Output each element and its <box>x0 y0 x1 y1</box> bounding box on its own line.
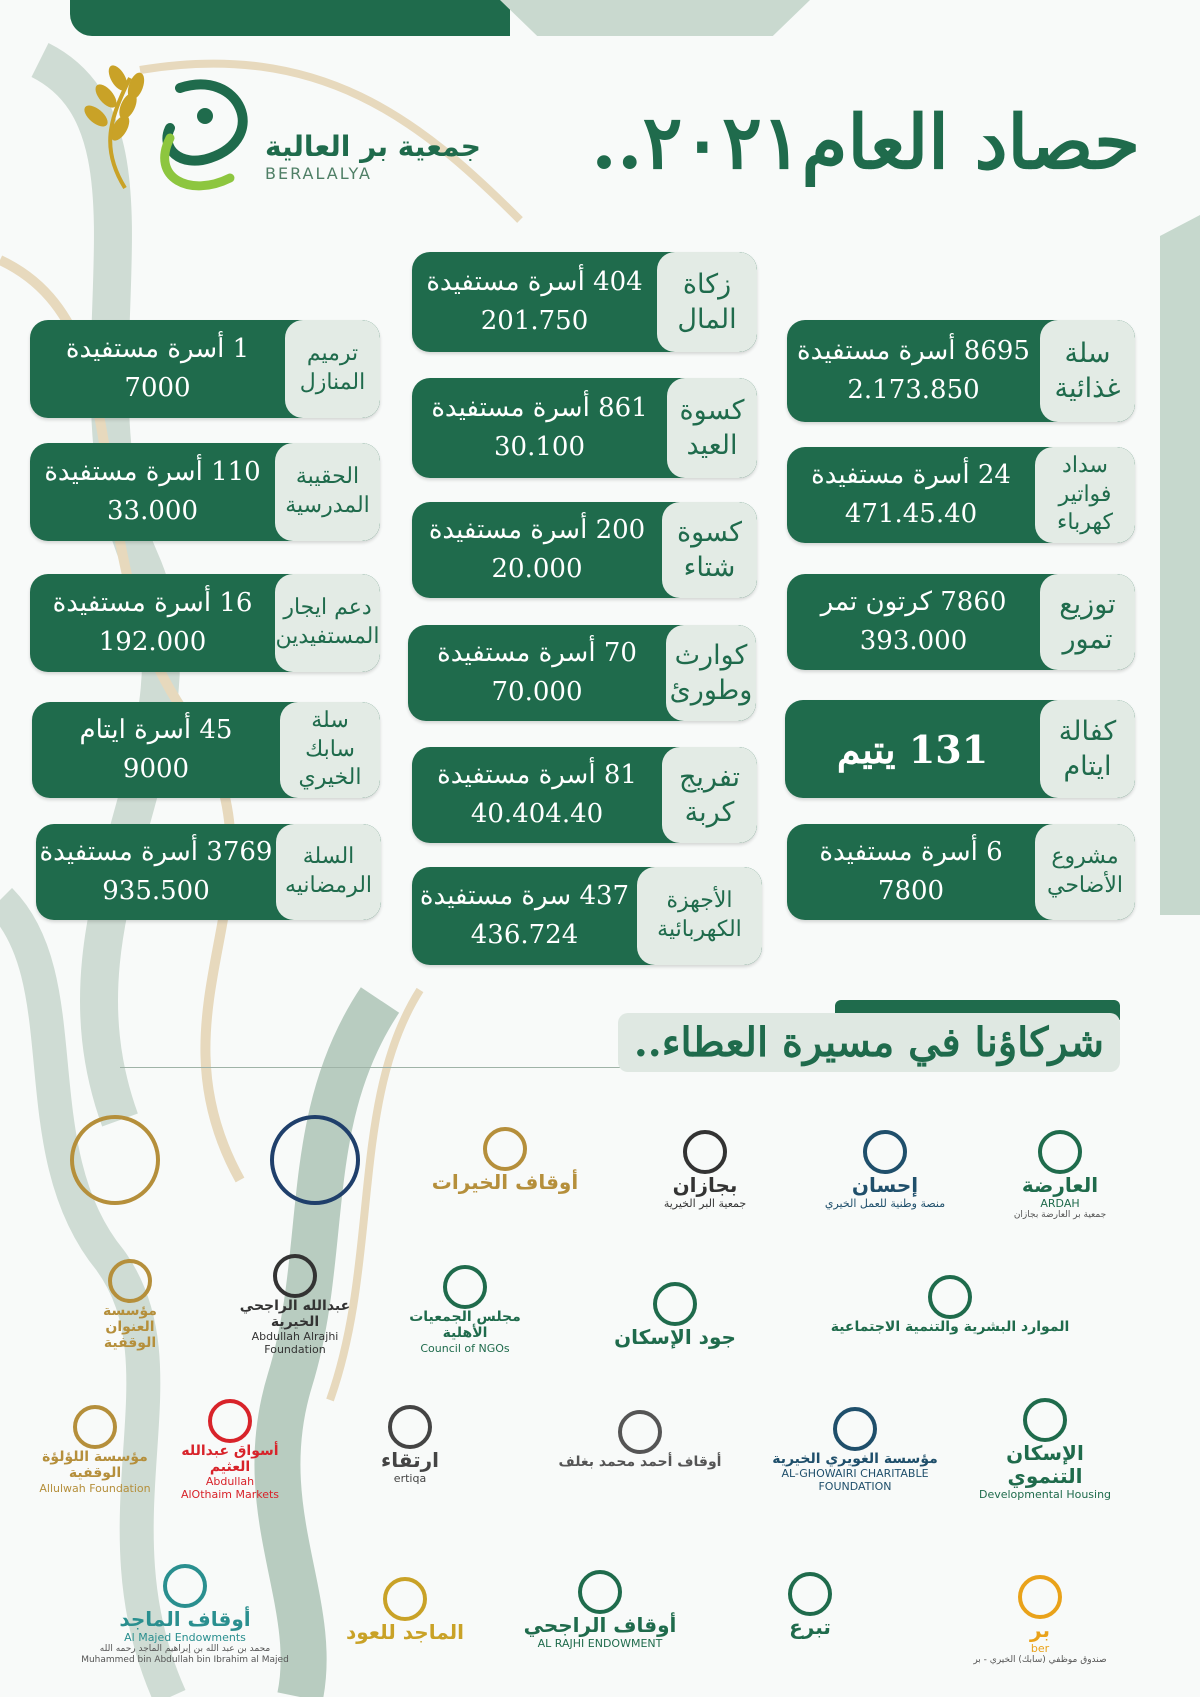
partner-emblem-icon <box>108 1259 152 1303</box>
stat-card-label: كوارث وطورئ <box>666 625 756 721</box>
partner-logo <box>420 1095 590 1225</box>
stat-amount: 33.000 <box>107 496 198 526</box>
partner-logo <box>220 1250 370 1360</box>
partner-emblem-icon <box>618 1410 662 1454</box>
stat-card-values <box>36 824 276 920</box>
stat-card-label: تفريج كربة <box>662 747 757 843</box>
stat-card-values <box>785 700 1040 798</box>
partner-logo <box>800 1260 1100 1350</box>
partner-logo <box>240 1100 390 1220</box>
partner-logo <box>600 1270 750 1360</box>
stat-card <box>785 700 1135 798</box>
partner-subtitle: Al Majed Endowments <box>124 1631 246 1645</box>
stat-card-label: سلة غذائية <box>1040 320 1135 422</box>
partner-logo <box>30 1385 160 1515</box>
stat-card <box>412 378 757 478</box>
partner-emblem-icon <box>70 1115 160 1205</box>
stat-card-values <box>787 320 1040 422</box>
stat-amount: 7000 <box>124 373 191 403</box>
stat-amount: 436.724 <box>470 920 579 950</box>
stat-card-label: السلة الرمضانيه <box>276 824 381 920</box>
stat-card-label: دعم ايجار المستفيدين <box>275 574 380 672</box>
partner-subtitle: Developmental Housing <box>978 1488 1112 1502</box>
top-banner <box>70 0 770 36</box>
stat-card-values <box>30 574 275 672</box>
wheat-logo-icon <box>70 48 270 198</box>
partner-subtitle: جمعية البر الخيرية <box>663 1196 747 1210</box>
partner-name: أوقاف أحمد محمد بغلف <box>558 1453 722 1470</box>
partner-subtitle: Council of NGOs <box>420 1341 510 1355</box>
stat-beneficiaries: 7860 كرتون تمر <box>820 587 1007 617</box>
stat-beneficiaries: 437 سرة مستفيدة <box>419 881 630 911</box>
partner-name: بجازان <box>672 1172 738 1197</box>
stat-card-label: كسوة شتاء <box>662 502 757 598</box>
stat-card-values <box>787 824 1035 920</box>
stat-amount: 70.000 <box>491 677 583 707</box>
stat-amount: 393.000 <box>859 626 968 656</box>
partner-name: ارتقاء <box>380 1447 439 1472</box>
stat-card-values <box>412 747 662 843</box>
stat-card <box>408 625 756 721</box>
partner-emblem-icon <box>1038 1130 1082 1174</box>
right-side-strip <box>1160 215 1200 915</box>
partner-name: مؤسسة الغويري الخيرية <box>772 1450 938 1467</box>
stat-amount: 471.45.40 <box>844 499 978 529</box>
stat-card <box>30 320 380 418</box>
partners-divider <box>120 1067 630 1068</box>
stat-card-label: سلة سابك الخيري <box>280 702 380 798</box>
partner-emblem-icon <box>270 1115 360 1205</box>
partners-heading: شركاؤنا في مسيرة العطاء.. <box>618 1013 1120 1072</box>
stat-card <box>412 252 757 352</box>
partner-subtitle: ARDAH <box>1040 1196 1080 1210</box>
partner-logo <box>300 1400 520 1490</box>
stat-card-values <box>32 702 280 798</box>
stat-card-label: مشروع الأضاحي <box>1035 824 1135 920</box>
partner-logo <box>970 1385 1120 1515</box>
top-banner-light <box>500 0 810 36</box>
partner-emblem-icon <box>863 1130 907 1174</box>
partner-name: أوقاف الماجد <box>119 1607 251 1632</box>
stat-beneficiaries: 16 أسرة مستفيدة <box>52 588 253 618</box>
stat-beneficiaries: 1 أسرة مستفيدة <box>65 334 250 364</box>
partner-emblem-icon <box>483 1127 527 1171</box>
partner-name: أوقاف الراجحي <box>523 1612 677 1637</box>
stat-amount: 7800 <box>877 876 945 906</box>
partner-name: الإسكان التنموي <box>1006 1441 1084 1489</box>
stat-amount: 192.000 <box>98 627 207 657</box>
partner-logo <box>970 1110 1150 1240</box>
partner-emblem-icon <box>443 1265 487 1309</box>
partner-caption: صندوق موظفي (سابك) الخيري - بر <box>973 1654 1107 1665</box>
stat-card <box>30 443 380 541</box>
partner-logo <box>550 1370 730 1510</box>
partner-emblem-icon <box>208 1399 252 1443</box>
partner-subtitle: Abdullah AlOthaim Markets <box>180 1474 280 1502</box>
stat-card-values <box>787 447 1035 543</box>
stat-beneficiaries: 861 أسرة مستفيدة <box>431 393 648 423</box>
partner-logo <box>40 1100 190 1220</box>
partner-name: العارضة <box>1021 1172 1099 1197</box>
org-logo <box>70 48 481 198</box>
partner-name: مؤسسة العنوان الوقفية <box>103 1302 157 1352</box>
partner-emblem-icon <box>1018 1575 1062 1619</box>
partner-subtitle: AL-GHOWAIRI CHARITABLE FOUNDATION <box>781 1466 929 1494</box>
partner-subtitle: ertiqa <box>393 1471 427 1485</box>
stat-card-values <box>412 502 662 598</box>
stat-card <box>787 574 1135 670</box>
stat-card-label: كفالة ايتام <box>1040 700 1135 798</box>
partner-name: بر <box>1030 1617 1050 1642</box>
partner-emblem-icon <box>163 1564 207 1608</box>
stat-card-label: زكاة المال <box>657 252 757 352</box>
org-name-latin: BERALALYA <box>265 164 372 183</box>
stat-card-label: سداد فواتير كهرباء <box>1035 447 1135 543</box>
stat-card-values <box>30 320 285 418</box>
partner-logo <box>180 1395 280 1505</box>
partner-name: أوقاف الخيرات <box>431 1169 579 1194</box>
org-name-arabic: جمعية بر العالية <box>265 130 481 163</box>
partner-emblem-icon <box>383 1577 427 1621</box>
partner-name: الماجد للعود <box>346 1619 464 1644</box>
partner-name: جود الإسكان <box>614 1324 736 1349</box>
stat-beneficiaries: 110 أسرة مستفيدة <box>44 457 261 487</box>
partner-logo <box>330 1540 480 1680</box>
stat-card <box>412 867 762 965</box>
stat-card <box>32 702 380 798</box>
stat-card-label: الأجهزة الكهربائية <box>637 867 762 965</box>
partner-emblem-icon <box>1023 1398 1067 1442</box>
partner-name: أسواق عبدالله العثيم <box>181 1442 279 1475</box>
partner-name: إحسان <box>851 1172 919 1197</box>
partner-emblem-icon <box>273 1254 317 1298</box>
stat-card-values <box>30 443 275 541</box>
stat-amount: 30.100 <box>494 432 585 462</box>
stat-beneficiaries: 8695 أسرة مستفيدة <box>797 336 1030 366</box>
stat-beneficiaries: 3769 أسرة مستفيدة <box>39 837 273 867</box>
partner-caption: جمعية بر العارضة بجازان <box>1013 1209 1107 1220</box>
stat-beneficiaries: 45 أسرة ايتام <box>79 715 233 745</box>
stat-amount: 935.500 <box>102 876 210 906</box>
stat-card-values <box>408 625 666 721</box>
partner-emblem-icon <box>788 1572 832 1616</box>
stat-beneficiaries: 200 أسرة مستفيدة <box>428 515 646 545</box>
stat-beneficiaries: 6 أسرة مستفيدة <box>819 837 1003 867</box>
partner-subtitle: Abdullah Alrajhi Foundation <box>251 1329 339 1357</box>
stat-amount: 2.173.850 <box>847 375 980 405</box>
partner-emblem-icon <box>928 1275 972 1319</box>
partner-logo <box>640 1095 770 1245</box>
stat-amount: 9000 <box>122 754 190 784</box>
partner-subtitle: AL RAJHI ENDOWMENT <box>537 1636 663 1650</box>
partner-logo <box>80 1250 180 1360</box>
partner-logo <box>800 1095 970 1245</box>
stat-card-label: الحقيبة المدرسية <box>275 443 380 541</box>
stat-beneficiaries: 70 أسرة مستفيدة <box>437 638 637 668</box>
partner-subtitle: ber <box>1030 1641 1050 1655</box>
partner-name: تبرع <box>789 1614 831 1639</box>
partner-logo <box>930 1565 1150 1675</box>
partner-logo <box>390 1250 540 1370</box>
partner-name: مجلس الجمعيات الأهلية <box>409 1309 521 1342</box>
stat-card-label: كسوة العيد <box>667 378 757 478</box>
partner-emblem-icon <box>388 1405 432 1449</box>
stat-beneficiaries: 24 أسرة مستفيدة <box>811 460 1011 490</box>
page-title: حصاد العام٢٠٢١.. <box>591 100 1140 186</box>
stat-card <box>412 747 757 843</box>
stat-card-label: توزيع تمور <box>1040 574 1135 670</box>
stat-card-values <box>412 867 637 965</box>
stat-beneficiaries: 81 أسرة مستفيدة <box>437 760 637 790</box>
top-banner-dark <box>70 0 510 36</box>
stat-beneficiaries: 404 أسرة مستفيدة <box>426 267 643 297</box>
partner-logo <box>760 1385 950 1515</box>
partner-name: مؤسسة اللؤلؤة الوقفية <box>42 1449 148 1482</box>
stat-amount: 201.750 <box>480 306 589 336</box>
partner-name: الموارد البشرية والتنمية الاجتماعية <box>830 1318 1070 1335</box>
partner-subtitle: منصة وطنية للعمل الخيري <box>824 1196 946 1210</box>
partner-logo <box>720 1540 900 1670</box>
partner-emblem-icon <box>578 1570 622 1614</box>
partner-logo <box>520 1535 680 1685</box>
stat-card <box>787 824 1135 920</box>
stat-card-values <box>787 574 1040 670</box>
stat-amount: 20.000 <box>491 554 583 584</box>
stat-card <box>30 574 380 672</box>
partner-emblem-icon <box>683 1130 727 1174</box>
stat-card-values <box>412 378 667 478</box>
partner-emblem-icon <box>833 1407 877 1451</box>
partner-logo <box>80 1560 290 1670</box>
stat-card <box>787 320 1135 422</box>
stat-card-label: ترميم المنازل <box>285 320 380 418</box>
stat-card <box>412 502 757 598</box>
stat-card <box>787 447 1135 543</box>
stat-card-values <box>412 252 657 352</box>
stat-card <box>36 824 381 920</box>
partner-emblem-icon <box>73 1405 117 1449</box>
partner-subtitle: Allulwah Foundation <box>39 1481 151 1495</box>
partner-caption: محمد بن عبد الله بن إبراهيم الماجد رحمه الله Muhammed bin Abdullah bin Ibrahim al Majed <box>81 1644 289 1666</box>
partner-name: عبدالله الراجحي الخيرية <box>239 1297 351 1330</box>
partner-emblem-icon <box>653 1282 697 1326</box>
stat-beneficiaries: 131 يتيم <box>836 726 989 772</box>
stat-amount: 40.404.40 <box>470 799 604 829</box>
